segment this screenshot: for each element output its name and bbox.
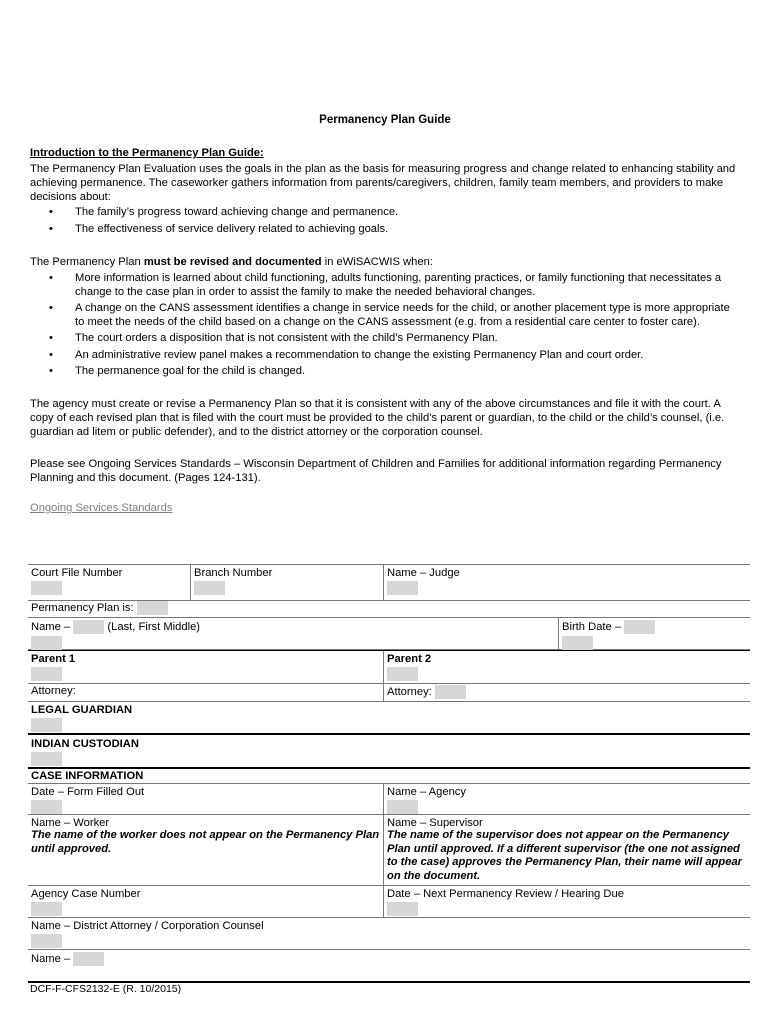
list-item: • An administrative review panel makes a recommendation to change the existing Permanency Plan and court order. — [30, 349, 742, 363]
next-review-label: Date – Next Permanency Review / Hearing Due — [387, 888, 624, 900]
agency-case-cell — [28, 886, 384, 917]
next-review-input[interactable] — [387, 902, 418, 916]
agency-case-label: Agency Case Number — [31, 888, 141, 900]
intro-bullet-list — [30, 206, 742, 236]
legal-guardian-input[interactable] — [31, 718, 62, 732]
district-attorney-cell — [28, 918, 750, 949]
plan-is-label: Permanency Plan is: — [31, 601, 134, 614]
indian-custodian-input[interactable] — [31, 752, 62, 766]
revision-section — [30, 255, 742, 382]
form-row-parents — [28, 650, 750, 684]
legal-guardian-cell — [28, 702, 750, 733]
list-item: • A change on the CANS assessment identifies a change in service needs for the child, or another placement type is more appropriate to meet the needs of the child based on a change on the CANS assessment (e.g. from a residential care center to foster care). — [30, 302, 742, 329]
next-review-cell — [384, 886, 750, 917]
child-name-cell — [28, 618, 559, 649]
date-filled-cell — [28, 784, 384, 814]
form-row-attorneys — [28, 684, 750, 702]
child-name-input[interactable] — [73, 620, 104, 634]
form-row-plan-is — [28, 601, 750, 618]
form-row-child-name — [28, 618, 750, 650]
indian-custodian-cell — [28, 735, 750, 767]
worker-label: Name – Worker — [31, 817, 110, 829]
agency-input[interactable] — [387, 800, 418, 814]
attorney1-label: Attorney: — [31, 685, 76, 697]
plan-is-cell — [28, 601, 750, 617]
judge-cell — [384, 565, 750, 600]
case-info-cell — [28, 769, 750, 783]
revision-bullet-list — [30, 272, 742, 379]
district-attorney-label: Name – District Attorney / Corporation Counsel — [31, 920, 264, 932]
agency-label: Name – Agency — [387, 786, 466, 798]
date-filled-label: Date – Form Filled Out — [31, 786, 145, 798]
name-last-input[interactable] — [73, 952, 104, 966]
list-item: • The effectiveness of service delivery related to achieving goals. — [30, 223, 742, 237]
birth-date-cell — [559, 618, 750, 649]
permanency-plan-form — [28, 564, 750, 983]
parent2-cell — [384, 651, 750, 683]
parent2-input[interactable] — [387, 667, 418, 681]
intro-paragraph: The Permanency Plan Evaluation uses the goals in the plan as the basis for measuring progress and change related to enhancing stability and achieving permanence. The caseworker gathers information from parents/caregivers, children, family team members, and providers to make decisions about: — [30, 163, 736, 203]
parent2-label: Parent 2 — [387, 653, 432, 665]
attorney2-cell — [384, 684, 750, 701]
list-item: • The court orders a disposition that is not consistent with the child’s Permanency Plan. — [30, 332, 742, 346]
list-item: • More information is learned about child functioning, adults functioning, parenting practices, or family functioning that necessitates a change to the case plan in order to assist the family to make the needed behavioral changes. — [30, 272, 742, 299]
agency-paragraph: The agency must create or revise a Permanency Plan so that it is consistent with any of the above circumstances and file it with the court. A copy of each revised plan that is filed with the court must be provided to the child’s parent or guardian, to the child or the child’s counsel, (i.e. guardian ad litem or public defender), and to the district attorney or the corporation counsel. — [30, 398, 725, 438]
form-footer-code: DCF-F-CFS2132-E (R. 10/2015) — [30, 983, 182, 995]
court-file-cell — [28, 565, 191, 600]
birth-date-label: Birth Date – — [562, 620, 622, 633]
form-row-court — [28, 565, 750, 601]
indian-custodian-label: INDIAN CUSTODIAN — [31, 738, 139, 750]
page-title: Permanency Plan Guide — [319, 114, 451, 126]
child-name-label: Name – — [31, 620, 71, 633]
court-file-label: Court File Number — [31, 567, 123, 579]
branch-input[interactable] — [194, 581, 225, 595]
name-last-label: Name – — [31, 952, 71, 965]
branch-cell — [191, 565, 384, 600]
date-filled-input[interactable] — [31, 800, 62, 814]
parent1-label: Parent 1 — [31, 653, 76, 665]
form-row-case-info — [28, 769, 750, 784]
form-row-indian-custodian — [28, 735, 750, 769]
attorney2-input[interactable] — [435, 685, 466, 699]
supervisor-note: The name of the supervisor does not appear on the Permanency Plan until approved. If a different supervisor (the one not assigned to the case) approves the Permanency Plan, their name will appear on the document. — [387, 829, 743, 882]
birth-date-input-2[interactable] — [562, 636, 593, 650]
form-row-date-agency — [28, 784, 750, 815]
parent1-input[interactable] — [31, 667, 62, 681]
list-item: • The permanence goal for the child is changed. — [30, 365, 742, 379]
supervisor-cell — [384, 815, 750, 885]
plan-is-input[interactable] — [137, 601, 168, 615]
branch-label: Branch Number — [194, 567, 273, 579]
case-info-label: CASE INFORMATION — [31, 770, 144, 782]
parent1-cell — [28, 651, 384, 683]
worker-note: The name of the worker does not appear on the Permanency Plan until approved. — [31, 829, 380, 855]
form-row-district-attorney — [28, 918, 750, 950]
form-row-name-last — [28, 950, 750, 983]
judge-label: Name – Judge — [387, 567, 460, 579]
worker-cell — [28, 815, 384, 885]
supervisor-label: Name – Supervisor — [387, 817, 483, 829]
form-row-case-review — [28, 886, 750, 918]
name-last-cell — [28, 950, 750, 981]
revision-lead-bold: must be revised and documented — [143, 256, 322, 268]
intro-heading: Introduction to the Permanency Plan Guide: — [30, 147, 264, 159]
district-attorney-input[interactable] — [31, 934, 62, 948]
child-name-input-2[interactable] — [31, 636, 62, 650]
legal-guardian-label: LEGAL GUARDIAN — [31, 704, 133, 716]
revision-lead-end: in eWiSACWIS when: — [321, 256, 433, 268]
list-item: • The family’s progress toward achieving change and permanence. — [30, 206, 742, 220]
revision-lead — [30, 255, 742, 269]
attorney1-cell — [28, 684, 384, 701]
ongoing-services-link[interactable]: Ongoing Services Standards — [30, 502, 173, 514]
child-name-format: (Last, First Middle) — [107, 620, 201, 633]
birth-date-input[interactable] — [624, 620, 655, 634]
judge-input[interactable] — [387, 581, 418, 595]
attorney2-label: Attorney: — [387, 685, 432, 698]
court-file-input[interactable] — [31, 581, 62, 595]
agency-case-input[interactable] — [31, 902, 62, 916]
revision-lead-text: The Permanency Plan — [30, 256, 144, 268]
form-row-legal-guardian — [28, 702, 750, 735]
form-row-worker-supervisor — [28, 815, 750, 886]
see-standards-paragraph: Please see Ongoing Services Standards – Wisconsin Department of Children and Families for additional information regarding Permanency Planning and this document. (Pages 124-131). — [30, 458, 722, 484]
intro-section — [30, 162, 742, 239]
agency-cell — [384, 784, 750, 814]
